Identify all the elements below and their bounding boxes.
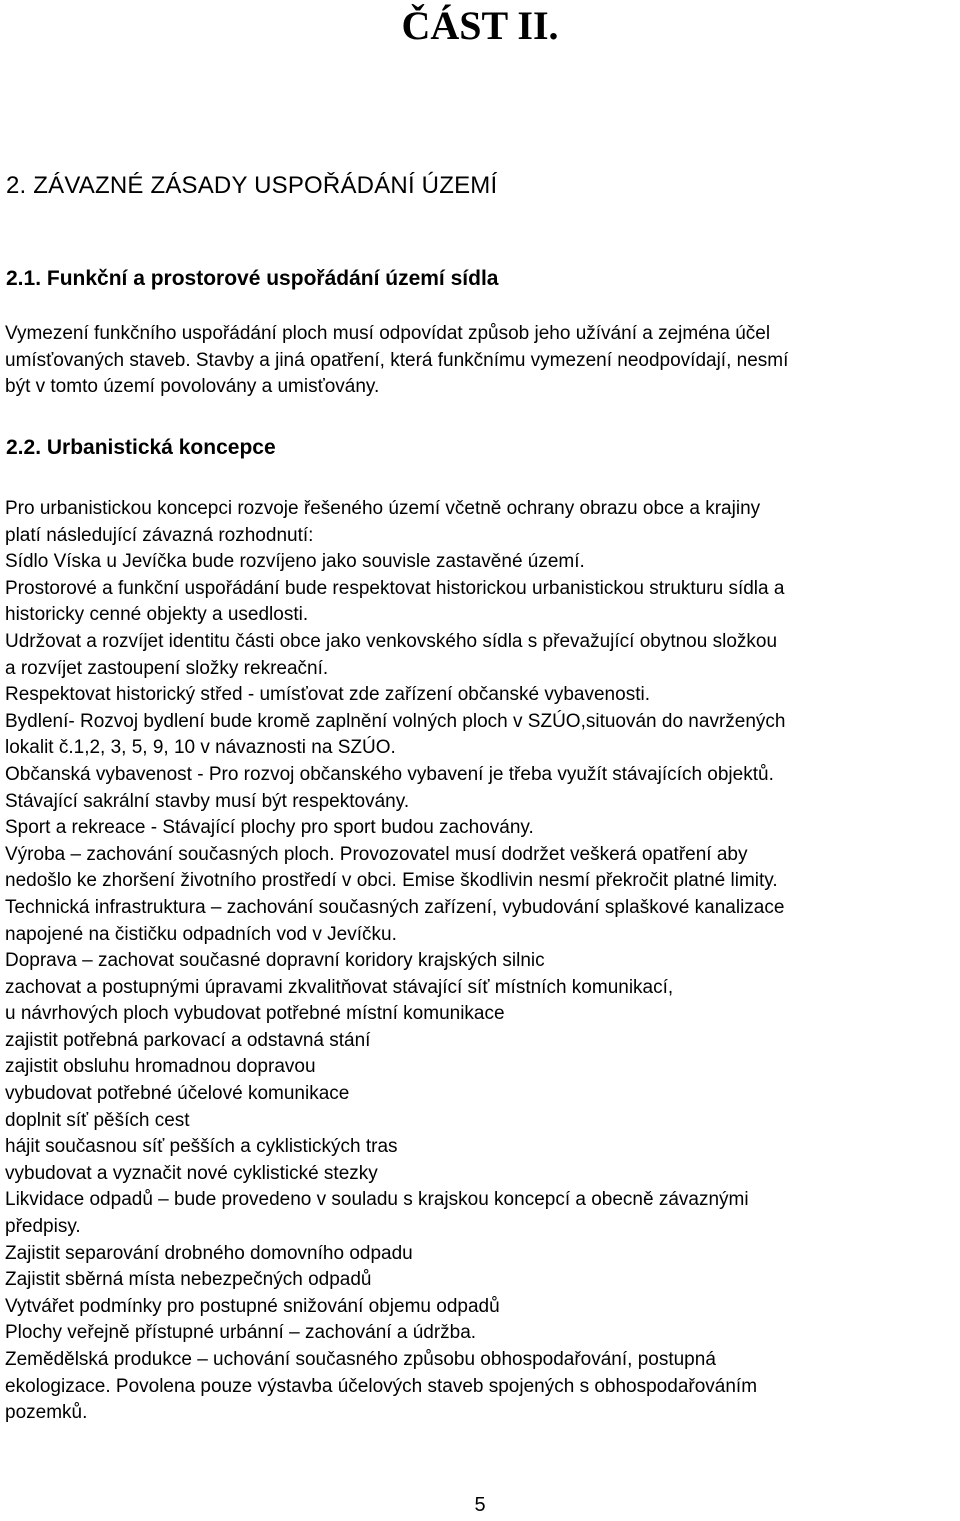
- text-line: hájit současnou síť pešších a cyklistických tras: [5, 1136, 398, 1158]
- text-line: Respektovat historický střed - umísťovat zde zařízení občanské vybavenosti.: [5, 684, 650, 706]
- text-line: napojené na čističku odpadních vod v Jevíčku.: [5, 923, 397, 945]
- text-line: pozemků.: [5, 1402, 88, 1424]
- text-line: vybudovat a vyznačit nové cyklistické stezky: [5, 1162, 378, 1184]
- subsection-2-2-body: [5, 496, 955, 1427]
- text-line: předpisy.: [5, 1216, 81, 1238]
- text-line: Udržovat a rozvíjet identitu části obce jako venkovského sídla s převažující obytnou složkou: [5, 630, 778, 652]
- text-line: Technická infrastruktura – zachování současných zařízení, vybudování splaškové kanalizace: [5, 896, 785, 918]
- subsection-heading-2-1: 2.1. Funkční a prostorové uspořádání území sídla: [6, 267, 499, 290]
- text-line: Výroba – zachování současných ploch. Provozovatel musí dodržet veškerá opatření aby: [5, 843, 748, 865]
- text-line: lokalit č.1,2, 3, 5, 9, 10 v návaznosti na SZÚO.: [5, 737, 396, 759]
- text-line: historicky cenné objekty a usedlosti.: [5, 604, 309, 626]
- text-line: doplnit síť pěších cest: [5, 1109, 190, 1131]
- text-line: Občanská vybavenost - Pro rozvoj občanského vybavení je třeba využít stávajících objektů.: [5, 763, 774, 785]
- text-line: zachovat a postupnými úpravami zkvalitňovat stávající síť místních komunikací,: [5, 976, 674, 998]
- text-line: Zemědělská produkce – uchování současného způsobu obhospodařování, postupná: [5, 1349, 716, 1370]
- subsection-2-1-body: [5, 321, 955, 401]
- page-number: 5: [474, 1494, 486, 1516]
- page-title: ČÁST II.: [401, 3, 559, 48]
- text-line: zajistit obsluhu hromadnou dopravou: [5, 1056, 316, 1078]
- text-line: ekologizace. Povolena pouze výstavba účelových staveb spojených s obhospodařováním: [5, 1375, 758, 1397]
- text-line: Plochy veřejně přístupné urbánní – zachování a údržba.: [5, 1322, 477, 1344]
- text-line: Pro urbanistickou koncepci rozvoje řešeného území včetně ochrany obrazu obce a krajiny: [5, 498, 761, 519]
- text-line: být v tomto území povolovány a umisťovány.: [5, 376, 380, 398]
- text-line: a rozvíjet zastoupení složky rekreační.: [5, 657, 329, 679]
- text-line: Zajistit sběrná místa nebezpečných odpadů: [5, 1269, 372, 1291]
- text-line: Vytvářet podmínky pro postupné snižování objemu odpadů: [5, 1295, 500, 1317]
- text-line: Bydlení- Rozvoj bydlení bude kromě zaplnění volných ploch v SZÚO,situován do navržených: [5, 710, 786, 732]
- text-line: Zajistit separování drobného domovního odpadu: [5, 1242, 413, 1264]
- text-line: Stávající sakrální stavby musí být respektovány.: [5, 790, 410, 812]
- text-line: Doprava – zachovat současné dopravní koridory krajských silnic: [5, 950, 545, 972]
- text-line: Prostorové a funkční uspořádání bude respektovat historickou urbanistickou strukturu sídla a: [5, 577, 785, 599]
- text-line: Likvidace odpadů – bude provedeno v souladu s krajskou koncepcí a obecně závaznými: [5, 1189, 749, 1211]
- text-line: vybudovat potřebné účelové komunikace: [5, 1083, 350, 1105]
- text-line: Sídlo Víska u Jevíčka bude rozvíjeno jako souvisle zastavěné území.: [5, 551, 585, 573]
- text-line: platí následující závazná rozhodnutí:: [5, 524, 314, 546]
- text-line: u návrhových ploch vybudovat potřebné místní komunikace: [5, 1003, 505, 1025]
- text-line: zajistit potřebná parkovací a odstavná stání: [5, 1029, 371, 1051]
- text-line: umísťovaných staveb. Stavby a jiná opatření, která funkčnímu vymezení neodpovídají, nesmí: [5, 349, 789, 371]
- text-line: Sport a rekreace - Stávající plochy pro sport budou zachovány.: [5, 817, 534, 839]
- text-line: nedošlo ke zhoršení životního prostředí v obci. Emise škodlivin nesmí překročit platné limity.: [5, 870, 778, 892]
- subsection-heading-2-2: 2.2. Urbanistická koncepce: [6, 436, 276, 459]
- text-line: Vymezení funkčního uspořádání ploch musí odpovídat způsob jeho užívání a zejména účel: [5, 323, 771, 344]
- section-heading: 2. ZÁVAZNÉ ZÁSADY USPOŘÁDÁNÍ ÚZEMÍ: [6, 172, 498, 199]
